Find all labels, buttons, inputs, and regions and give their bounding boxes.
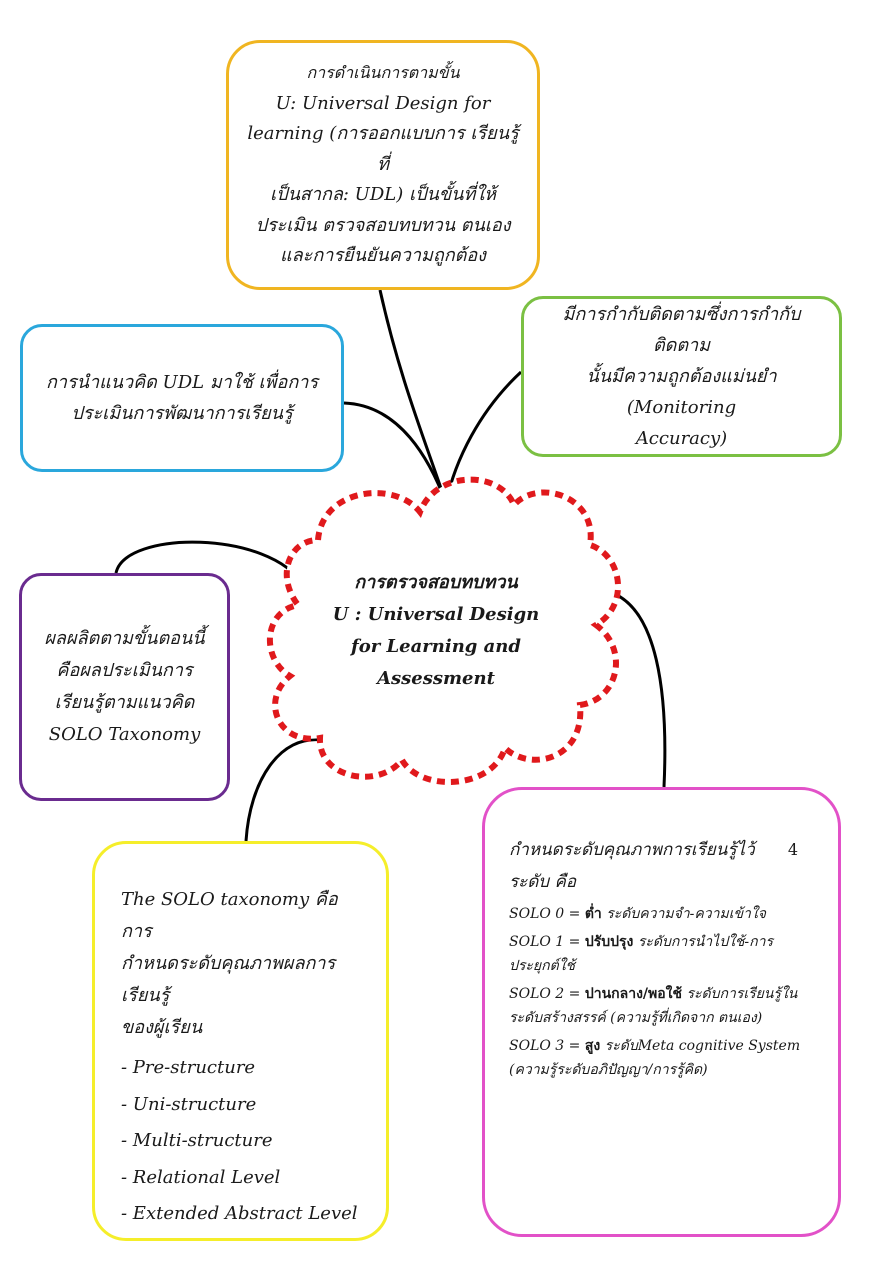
top-node-line-5: ประเมิน ตรวจสอบทบทวน ตนเอง	[255, 214, 511, 236]
output-node-line-2: คือผลประเมินการ	[56, 660, 193, 681]
quality-levels-header	[509, 834, 820, 866]
left-node-box	[20, 324, 344, 472]
left-node-line-1: การนำแนวคิด UDL มาใช้ เพื่อการ	[45, 372, 319, 393]
level-description: ระดับการเรียนรู้ในระดับสร้างสรรค์ (ความรู้ที่เกิดจาก ตนเอง)	[509, 986, 798, 1026]
solo-level-item: - Uni-structure	[121, 1093, 257, 1115]
right-node-box	[521, 296, 842, 457]
left-node-line-2: ประเมินการพัฒนาการเรียนรู้	[71, 403, 293, 424]
solo-levels-list	[121, 1050, 366, 1233]
level-rating: ปรับปรุง	[584, 934, 634, 950]
output-node-line-1: ผลผลิตตามขั้นตอนนี้	[44, 628, 205, 649]
quality-level-row	[509, 982, 820, 1030]
top-node-line-1: การดำเนินการตามขั้น	[306, 63, 460, 83]
top-node-line-2: U: Universal Design for	[275, 92, 491, 114]
output-node-line-4: SOLO Taxonomy	[48, 724, 201, 745]
solo-taxonomy-line-1: The SOLO taxonomy คือการ	[121, 889, 338, 942]
level-rating: ต่ำ	[584, 906, 602, 922]
solo-level-item: - Relational Level	[121, 1166, 281, 1188]
top-node-box	[226, 40, 540, 290]
solo-taxonomy-box	[92, 841, 389, 1241]
connector-left	[344, 403, 446, 503]
top-node-line-6: และการยืนยันความถูกต้อง	[280, 245, 486, 267]
level-description: ระดับMeta cognitive System (ความรู้ระดับอภิปัญญา/การรู้คิด)	[509, 1038, 801, 1078]
center-line-2: U : Universal Design	[332, 604, 540, 625]
solo-level-item: - Pre-structure	[121, 1057, 256, 1078]
top-node-line-4: เป็นสากล: UDL) เป็นขั้นที่ให้	[269, 184, 496, 206]
solo-taxonomy-line-3: ของผู้เรียน	[121, 1017, 203, 1038]
quality-header-number: 4	[787, 840, 798, 859]
quality-level-row	[509, 1034, 820, 1082]
quality-level-row	[509, 902, 820, 926]
center-cloud-title	[318, 567, 554, 695]
level-prefix: SOLO 1 =	[509, 934, 585, 950]
quality-header-line-2: ระดับ คือ	[509, 872, 577, 892]
level-prefix: SOLO 3 =	[509, 1038, 585, 1054]
solo-taxonomy-line-2: กำหนดระดับคุณภาพผลการเรียนรู้	[121, 953, 336, 1006]
level-prefix: SOLO 0 =	[509, 906, 585, 922]
connector-yellow	[246, 740, 322, 841]
solo-level-item: - Extended Abstract Level	[121, 1203, 358, 1224]
level-description: ระดับความจำ-ความเข้าใจ	[601, 906, 766, 922]
level-prefix: SOLO 2 =	[509, 986, 585, 1002]
right-node-line-2: นั้นมีความถูกต้องแม่นยำ (Monitoring	[586, 366, 777, 418]
output-node-line-3: เรียนรู้ตามแนวคิด	[54, 692, 195, 713]
solo-level-item: - Multi-structure	[121, 1130, 273, 1151]
right-node-line-1: มีการกำกับติดตามซึ่งการกำกับติดตาม	[562, 304, 801, 356]
top-node-line-3: learning (การออกแบบการ เรียนรู้ที่	[247, 123, 519, 175]
level-rating: สูง	[584, 1038, 601, 1054]
right-node-line-3: Accuracy)	[635, 428, 728, 449]
quality-levels-box	[482, 787, 841, 1237]
center-line-1: การตรวจสอบทบทวน	[354, 572, 518, 593]
output-node-box	[19, 573, 230, 801]
level-rating: ปานกลาง/พอใช้	[584, 986, 683, 1002]
connector-top	[380, 290, 446, 503]
center-line-3: for Learning and	[351, 636, 521, 657]
quality-level-row	[509, 930, 820, 978]
center-line-4: Assessment	[377, 668, 495, 689]
quality-header-line-1: กำหนดระดับคุณภาพการเรียนรู้ไว้	[509, 840, 755, 860]
level-description: ระดับการนำไปใช้-การประยุกต์ใช้	[509, 934, 774, 974]
